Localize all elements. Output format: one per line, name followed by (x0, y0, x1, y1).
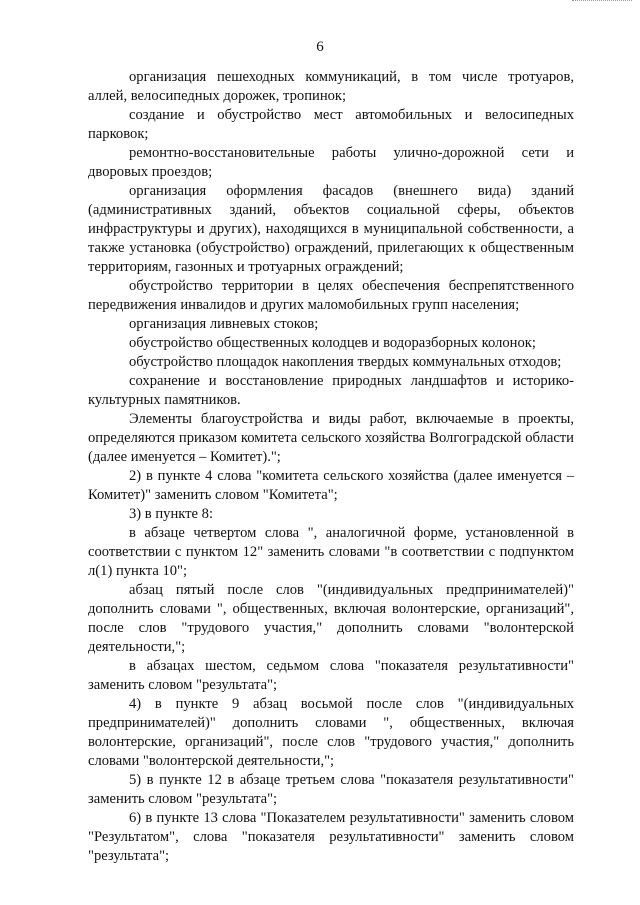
paragraph-waste-sites: обустройство площадок накопления твердых коммунальных отходов; (129, 354, 562, 370)
paragraph-item-5: 5) в пункте 12 в абзаце третьем слова "показателя результативности" заменить словом "результата"; (88, 772, 574, 807)
paragraph-item-2: 2) в пункте 4 слова "комитета сельского хозяйства (далее именуется – Комитет)" заменить словом "Комитета"; (88, 468, 574, 503)
paragraph-item-3-abzac-5: абзац пятый после слов "(индивидуальных предпринимателей)" дополнить словами ", общественных, включая волонтерские, организаций", после слов "трудового участия," дополнить словами "волонтерской деятельности,"; (88, 582, 574, 655)
paragraph-elements-definition: Элементы благоустройства и виды работ, включаемые в проекты, определяются приказом комитета сельского хозяйства Волгоградской области (далее именуется – Комитет)."; (88, 411, 574, 465)
paragraph-item-3: 3) в пункте 8: (129, 506, 214, 522)
paragraph-item-3-abzac-4: в абзаце четвертом слова ", аналогичной форме, установленной в соответствии с пунктом 12" заменить словами "в соответствии с подпунктом л(1) пункта 10"; (88, 525, 574, 579)
document-body (88, 68, 574, 866)
paragraph-road-repair: ремонтно-восстановительные работы улично-дорожной сети и дворовых проездов; (88, 145, 574, 180)
paragraph-storm-drains: организация ливневых стоков; (129, 316, 319, 332)
paragraph-item-4: 4) в пункте 9 абзац восьмой после слов "(индивидуальных предпринимателей)" дополнить словами ", общественных, включая волонтерские, организаций", после слов "трудового участия," дополнить словами "волонтерской деятельности,"; (88, 696, 574, 769)
paragraph-item-6: 6) в пункте 13 слова "Показателем результативности" заменить словом "Результатом", слова "показателя результативности" заменить словом "результата"; (88, 810, 574, 864)
page-number: 6 (316, 39, 324, 55)
paragraph-parking: создание и обустройство мест автомобильных и велосипедных парковок; (88, 107, 574, 142)
paragraph-pedestrian-communications: организация пешеходных коммуникаций, в том числе тротуаров, аллей, велосипедных дорожек, тропинок; (88, 69, 574, 104)
scan-edge-mark (572, 0, 632, 5)
paragraph-facades: организация оформления фасадов (внешнего вида) зданий (административных зданий, объектов социальной сферы, объектов инфраструктуры и других), находящихся в муниципальной собственности, а также установка (обустройство) ограждений, прилегающих к общественным территориям, газонных и тротуарных ограждений; (88, 183, 574, 275)
paragraph-item-3-abzac-6-7: в абзацах шестом, седьмом слова "показателя результативности" заменить словом "результата"; (88, 658, 574, 693)
paragraph-accessibility: обустройство территории в целях обеспечения беспрепятственного передвижения инвалидов и других маломобильных групп населения; (88, 278, 574, 313)
paragraph-landscapes: сохранение и восстановление природных ландшафтов и историко-культурных памятников. (88, 373, 574, 408)
paragraph-wells: обустройство общественных колодцев и водоразборных колонок; (129, 335, 536, 351)
